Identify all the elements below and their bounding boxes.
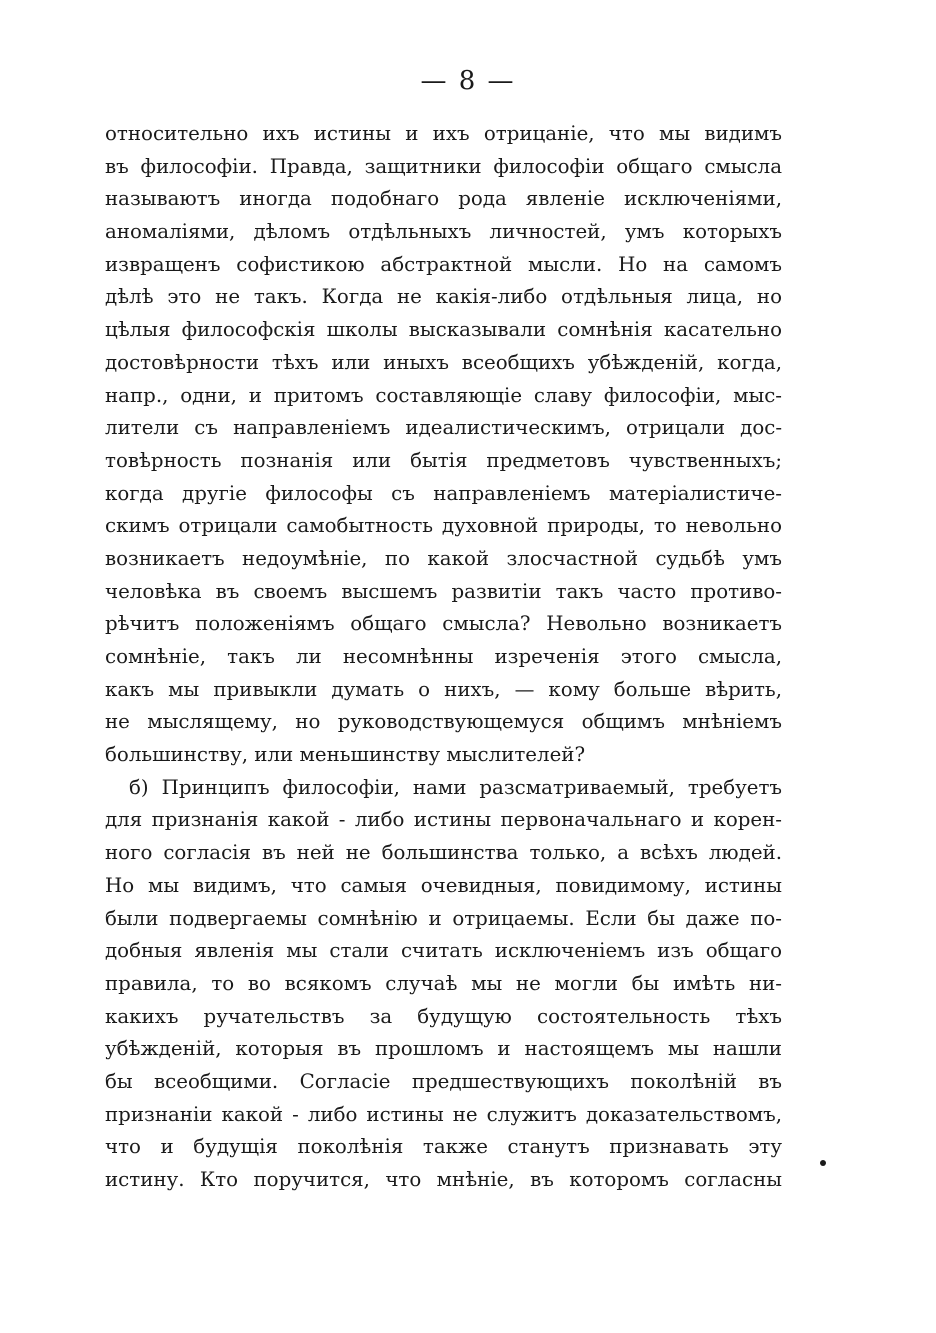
text-line: дѣлѣ это не такъ. Когда не какія-либо отдѣльныя лица, но (105, 285, 782, 309)
text-line: достовѣрности тѣхъ или иныхъ всеобщихъ убѣжденій, когда, (105, 350, 782, 374)
text-line: для признанія какой - либо истины первоначальнаго и корен- (105, 808, 782, 832)
text-line: не мыслящему, но руководствующемуся общимъ мнѣніемъ (105, 710, 782, 734)
text-line: признаніи какой - либо истины не служитъ доказательствомъ, (105, 1102, 782, 1126)
text-line: какъ мы привыкли думать о нихъ, — кому больше вѣрить, (105, 677, 782, 701)
text-line: какихъ ручательствъ за будущую состоятельность тѣхъ (105, 1004, 782, 1028)
text-line: возникаетъ недоумѣніе, по какой злосчастной судьбѣ умъ (105, 546, 782, 570)
body-text (105, 118, 782, 1197)
text-line: добныя явленія мы стали считать исключеніемъ изъ общаго (105, 939, 782, 963)
text-line: человѣка въ своемъ высшемъ развитіи такъ часто противо- (105, 579, 782, 603)
text-line: аномаліями, дѣломъ отдѣльныхъ личностей, умъ которыхъ (105, 220, 782, 244)
text-line: большинству, или меньшинству мыслителей? (105, 743, 586, 767)
text-line: сомнѣніе, такъ ли несомнѣнны изреченія этого смысла, (105, 645, 782, 668)
text-line: относительно ихъ истины и ихъ отрицаніе, что мы видимъ (105, 122, 782, 145)
text-line: напр., одни, и притомъ составляющіе славу философіи, мыс- (105, 383, 782, 407)
text-line: когда другіе философы съ направленіемъ матеріалистиче- (105, 481, 782, 505)
text-line: что и будущія поколѣнія также станутъ признавать эту (105, 1135, 782, 1159)
text-line: въ философіи. Правда, защитники философіи общаго смысла (105, 154, 782, 178)
text-line: лители съ направленіемъ идеалистическимъ, отрицали дос- (105, 416, 782, 440)
text-line: Но мы видимъ, что самыя очевидныя, повидимому, истины (105, 873, 782, 897)
page-number: — 8 — (420, 66, 516, 96)
ink-speck (820, 1160, 826, 1166)
text-line: цѣлыя философскія школы высказывали сомнѣнія касательно (105, 318, 782, 342)
text-line: называютъ иногда подобнаго рода явленіе исключеніями, (105, 187, 782, 211)
paragraph-start-line: б) Принципъ философіи, нами разсматриваемый, требуетъ (129, 775, 782, 799)
text-line: истину. Кто поручится, что мнѣніе, въ которомъ согласны (105, 1168, 782, 1191)
text-line: ного согласія въ ней не большинства только, а всѣхъ людей. (105, 841, 782, 865)
text-line: скимъ отрицали самобытность духовной природы, то невольно (105, 514, 782, 538)
text-line: бы всеобщими. Согласіе предшествующихъ поколѣній въ (105, 1069, 782, 1093)
text-line: товѣрность познанія или бытія предметовъ чувственныхъ; (105, 448, 782, 472)
text-line: правила, то во всякомъ случаѣ мы не могли бы имѣть ни- (105, 971, 782, 995)
text-line: были подвергаемы сомнѣнію и отрицаемы. Если бы даже по- (105, 906, 782, 930)
text-line: рѣчитъ положеніямъ общаго смысла? Невольно возникаетъ (105, 612, 782, 636)
text-line: убѣжденій, которыя въ прошломъ и настоящемъ мы нашли (105, 1037, 782, 1061)
text-line: извращенъ софистикою абстрактной мысли. Но на самомъ (105, 252, 782, 276)
